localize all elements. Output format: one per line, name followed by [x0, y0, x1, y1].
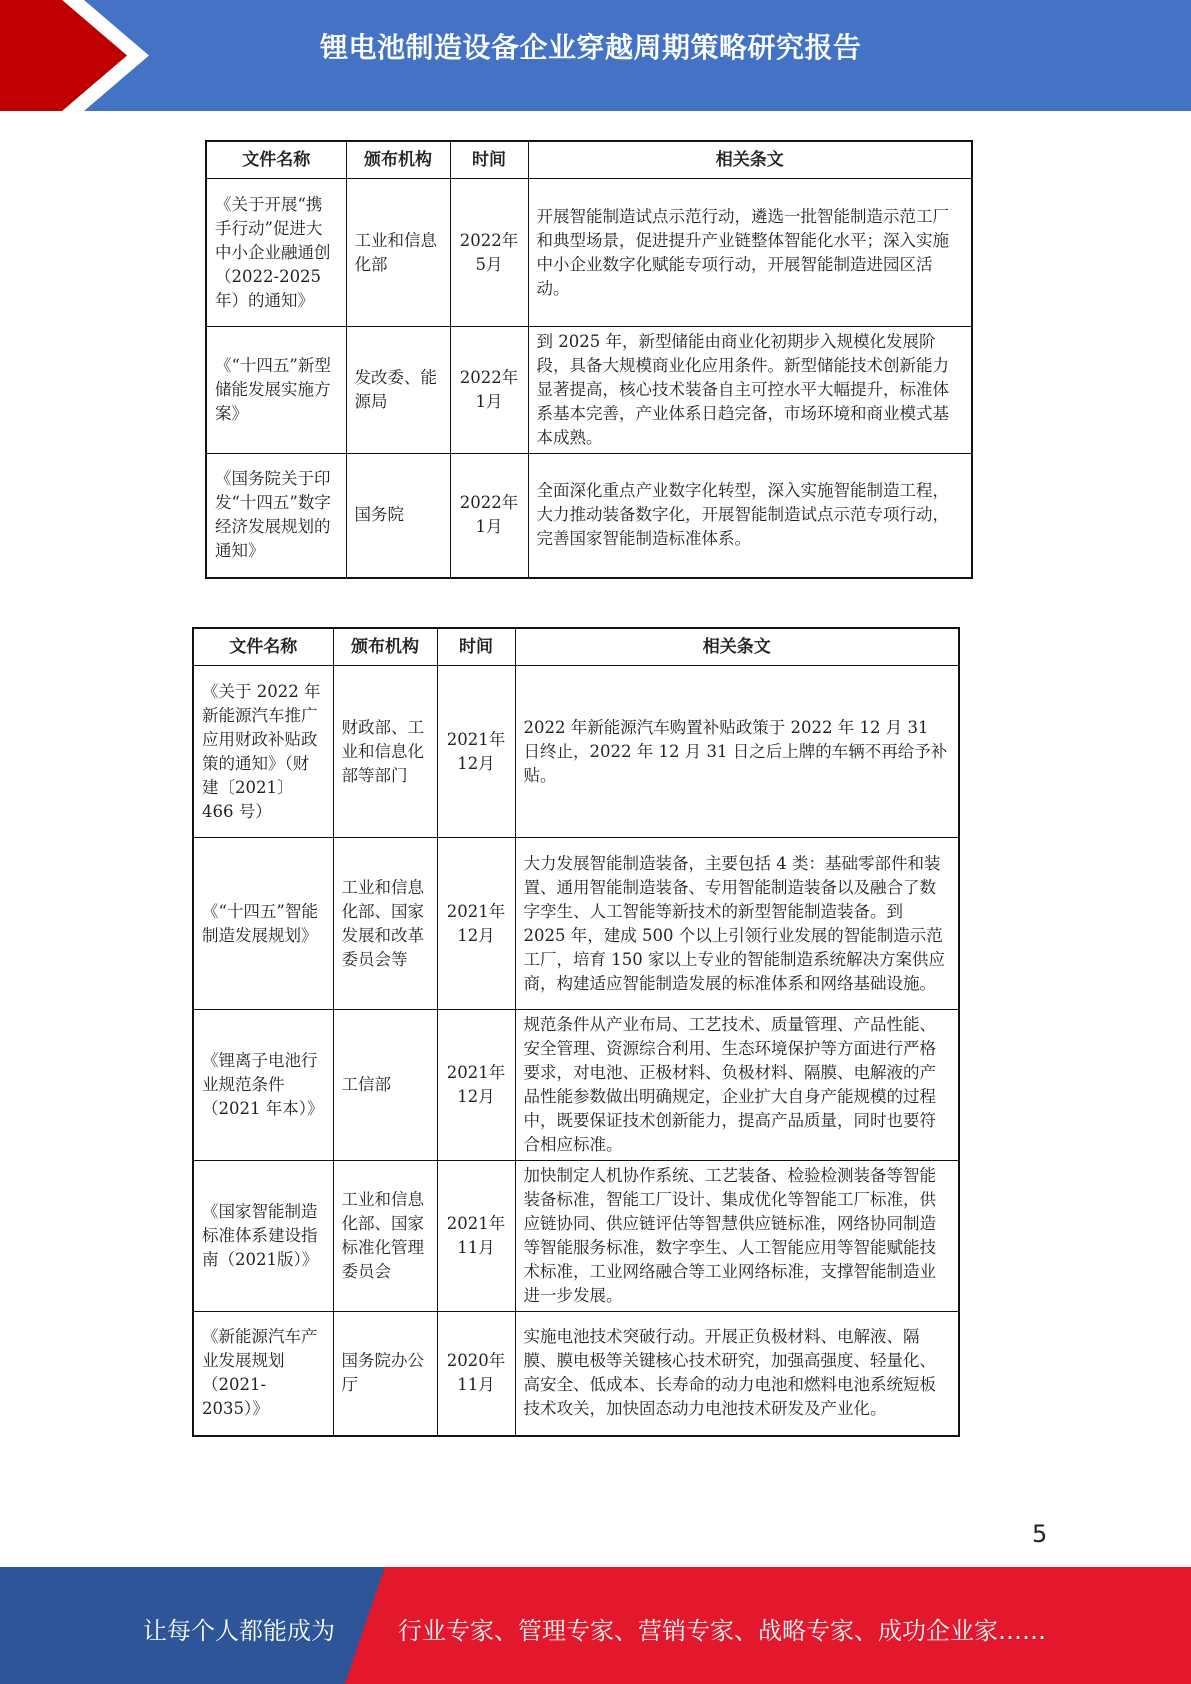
header-cell: 颁布机构 [333, 628, 437, 666]
issue-date: 2021年11月 [437, 1161, 515, 1312]
table-header-row [193, 628, 959, 666]
header-cell: 颁布机构 [346, 141, 450, 179]
issuing-agency: 工业和信息化部 [346, 179, 450, 327]
document-name: 《关于开展“携手行动”促进大中小企业融通创（2022-2025年）的通知》 [206, 179, 346, 327]
issuing-agency: 工信部 [333, 1010, 437, 1161]
header-chevron-icon [62, 0, 152, 111]
table-row [206, 327, 972, 454]
document-name: 《新能源汽车产业发展规划（2021-2035）》 [193, 1312, 333, 1436]
issuing-agency: 工业和信息化部、国家发展和改革委员会等 [333, 838, 437, 1010]
issue-date: 2021年12月 [437, 1010, 515, 1161]
document-name: 《关于 2022 年新能源汽车推广应用财政补贴政策的通知》（财建〔2021〕466 号） [193, 666, 333, 838]
footer-slogan-right: 行业专家、管理专家、营销专家、战略专家、成功企业家…… [398, 1617, 1046, 1645]
table-row [206, 454, 972, 578]
page-header [0, 0, 1191, 111]
policy-text: 规范条件从产业布局、工艺技术、质量管理、产品性能、安全管理、资源综合利用、生态环境保护等方面进行严格要求，对电池、正极材料、负极材料、隔膜、电解液的产品性能参数做出明确规定，企业扩大自身产能规模的过程中，既要保证技术创新能力，提高产品质量，同时也要符合相应标准。 [515, 1010, 959, 1161]
issue-date: 2022年1月 [450, 454, 528, 578]
header-red-block [0, 0, 70, 111]
policy-text: 实施电池技术突破行动。开展正负极材料、电解液、隔膜、膜电极等关键核心技术研究，加强高强度、轻量化、高安全、低成本、长寿命的动力电池和燃料电池系统短板技术攻关，加快固态动力电池技术研发及产业化。 [515, 1312, 959, 1436]
issue-date: 2020年11月 [437, 1312, 515, 1436]
header-cell: 相关条文 [515, 628, 959, 666]
header-cell: 文件名称 [206, 141, 346, 179]
policy-text: 大力发展智能制造装备，主要包括 4 类：基础零部件和装置、通用智能制造装备、专用智能制造装备以及融合了数字孪生、人工智能等新技术的新型智能制造装备。到 2025 年，建成 500 个以上引领行业发展的智能制造示范工厂，培育 150 家以上专业的智能制造系统解决方案供应商，构建适应智能制造发展的标准体系和网络基础设施。 [515, 838, 959, 1010]
page-number: 5 [1032, 1520, 1048, 1548]
issuing-agency: 发改委、能源局 [346, 327, 450, 454]
policy-text: 开展智能制造试点示范行动，遴选一批智能制造示范工厂和典型场景，促进提升产业链整体智能化水平；深入实施中小企业数字化赋能专项行动，开展智能制造进园区活动。 [528, 179, 972, 327]
issuing-agency: 财政部、工业和信息化部等部门 [333, 666, 437, 838]
document-name: 《锂离子电池行业规范条件（2021 年本）》 [193, 1010, 333, 1161]
header-cell: 相关条文 [528, 141, 972, 179]
document-name: 《国家智能制造标准体系建设指南（2021版）》 [193, 1161, 333, 1312]
policy-text: 2022 年新能源汽车购置补贴政策于 2022 年 12 月 31 日终止，2022 年 12 月 31 日之后上牌的车辆不再给予补贴。 [515, 666, 959, 838]
issue-date: 2022年5月 [450, 179, 528, 327]
policy-text: 到 2025 年，新型储能由商业化初期步入规模化发展阶段，具备大规模商业化应用条件。新型储能技术创新能力显著提高，核心技术装备自主可控水平大幅提升，标准体系基本完善，产业体系日趋完备，市场环境和商业模式基本成熟。 [528, 327, 972, 454]
document-name: 《“十四五”新型储能发展实施方案》 [206, 327, 346, 454]
policy-text: 加快制定人机协作系统、工艺装备、检验检测装备等智能装备标准，智能工厂设计、集成优化等智能工厂标准，供应链协同、供应链评估等智慧供应链标准，网络协同制造等智能服务标准，数字孪生、人工智能应用等智能赋能技术标准，工业网络融合等工业网络标准，支撑智能制造业进一步发展。 [515, 1161, 959, 1312]
document-name: 《国务院关于印发“十四五”数字经济发展规划的通知》 [206, 454, 346, 578]
table-row [193, 666, 959, 838]
table-row [193, 838, 959, 1010]
issuing-agency: 国务院办公厅 [333, 1312, 437, 1436]
policy-text: 全面深化重点产业数字化转型，深入实施智能制造工程，大力推动装备数字化，开展智能制造试点示范专项行动，完善国家智能制造标准体系。 [528, 454, 972, 578]
table-row [193, 1161, 959, 1312]
issue-date: 2021年12月 [437, 666, 515, 838]
issue-date: 2021年12月 [437, 838, 515, 1010]
policy-table-1 [205, 140, 973, 579]
report-title: 锂电池制造设备企业穿越周期策略研究报告 [320, 31, 862, 64]
issue-date: 2022年1月 [450, 327, 528, 454]
issuing-agency: 国务院 [346, 454, 450, 578]
footer-slogan-left: 让每个人都能成为 [143, 1617, 335, 1645]
document-name: 《“十四五”智能制造发展规划》 [193, 838, 333, 1010]
header-cell: 时间 [450, 141, 528, 179]
policy-table-2 [192, 627, 960, 1437]
issuing-agency: 工业和信息化部、国家标准化管理委员会 [333, 1161, 437, 1312]
table-row [193, 1010, 959, 1161]
table-row [193, 1312, 959, 1436]
header-cell: 时间 [437, 628, 515, 666]
table-header-row [206, 141, 972, 179]
table-row [206, 179, 972, 327]
page-footer [0, 1567, 1191, 1684]
header-cell: 文件名称 [193, 628, 333, 666]
